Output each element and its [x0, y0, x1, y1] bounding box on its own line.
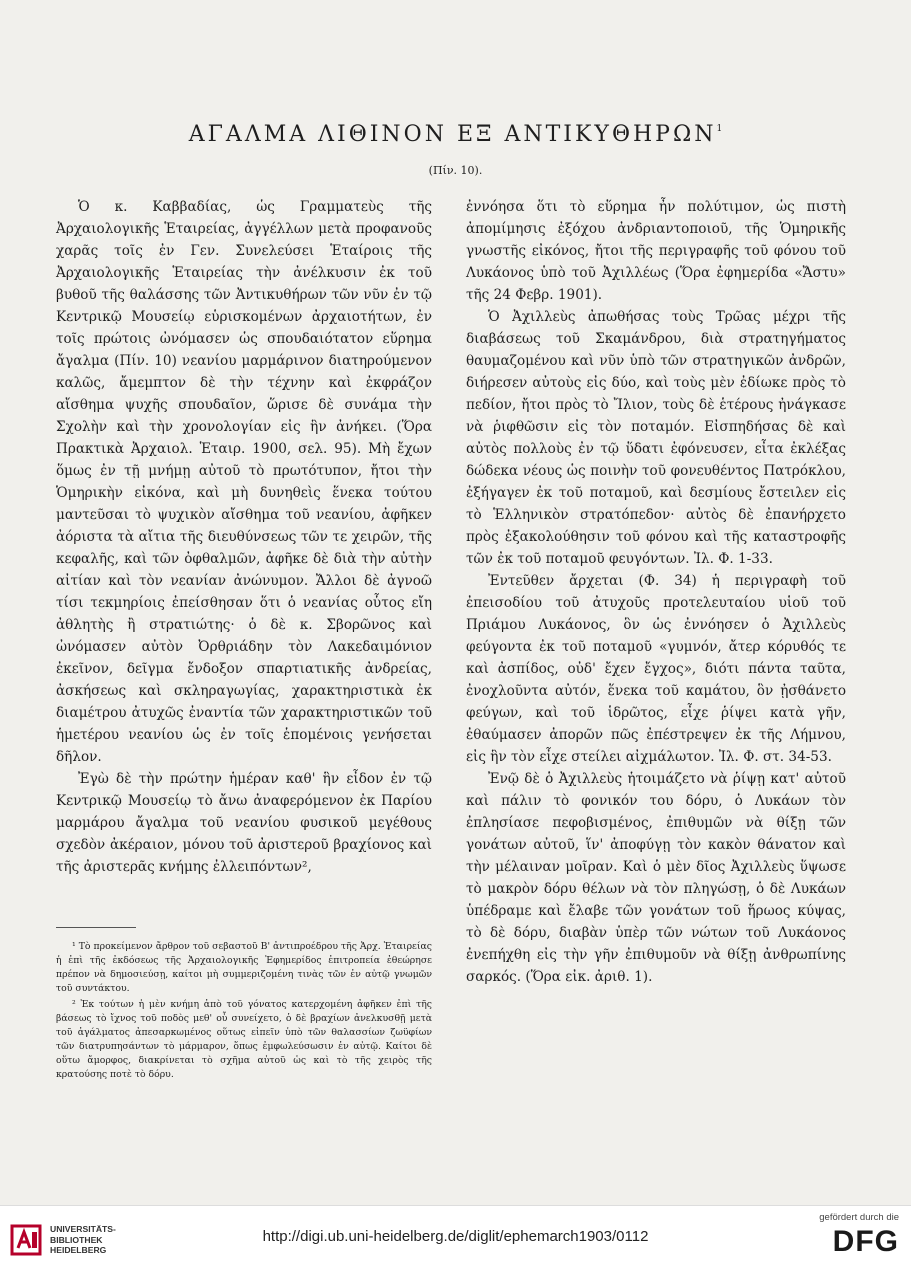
dfg-logo[interactable] [789, 1212, 899, 1268]
footnote-2: ² Ἐκ τούτων ἡ μὲν κνήμη ἀπὸ τοῦ γόνατος κατερχομένη ἀφῆκεν ἐπὶ τῆς βάσεως τὸ ἴχνος τοῦ ποδὸς μεθ' οὗ συνείχετο, ὁ δὲ βραχίων ἀνελκυσθῇ μετὰ τοῦ ἀγάλματος ἀπεσαρκωμένος οὕτως εἰπεῖν ὑπὸ τῶν θαλασσίων ζωϋφίων τῶν διατρυπησάντων τὸ μάρμαρον, ὅπως ἐμφωλεύσωσιν ἐν αὐτῷ. Καίτοι δὲ οὕτω ἄμορφος, διακρίνεται τὸ σχῆμα αὐτοῦ ὡς καὶ τὸ τῆς χειρὸς τῆς κρατούσης ποτὲ τὸ δόρυ. [56, 999, 432, 1080]
left-paragraph-2: Ἐγὼ δὲ τὴν πρώτην ἡμέραν καθ' ἣν εἶδον ἐν τῷ Κεντρικῷ Μουσείῳ τὸ ἄνω ἀναφερόμενον ἐκ Παρίου μαρμάρου ἄγαλμα τοῦ νεανίου φυσικοῦ μεγέθους σχεδὸν ἀκέραιον, μόνου τοῦ ἀριστεροῦ βραχίονος καὶ τῆς ἀριστερᾶς κνήμης ἐλλειπόντων², [56, 771, 432, 875]
viewer-footer [0, 1205, 911, 1272]
left-paragraph-1: Ὁ κ. Καββαδίας, ὡς Γραμματεὺς τῆς Ἀρχαιολογικῆς Ἑταιρείας, ἀγγέλλων μετὰ προφανοῦς χαρᾶς τοῖς ἐν Γεν. Συνελεύσει Ἑταίροις τῆς Ἀρχαιολογικῆς Ἑταιρείας τὴν ἀνέλκυσιν ἐκ τοῦ βυθοῦ τῆς θαλάσσης τῶν Ἀντικυθήρων τῶν νῦν ἐν τῷ Κεντρικῷ Μουσείῳ εὑρισκομένων ἀρχαιοτήτων, ἐν τοῖς πρώτοις ὠνόμασεν ὡς σπουδαιότατον εὕρημα ἄγαλμα (Πίν. 10) νεανίου μαρμάρινον διατηρούμενον καλῶς, ἄμεμπτον δὲ τὴν τέχνην καὶ ἐκφράζον αἴσθημα ψυχῆς σπουδαῖον, ὥρισε δὲ συνάμα τὴν Σχολὴν καὶ τὴν χρονολογίαν εἰς ἣν ἀνήκει. (Ὅρα Πρακτικὰ Ἀρχαιολ. Ἑταιρ. 1900, σελ. 95). Μὴ ἔχων ὅμως ἐν τῇ μνήμῃ αὐτοῦ τὸ πρωτότυπον, ἤτοι τὴν Ὁμηρικὴν εἰκόνα, καὶ μὴ δυνηθεὶς ἕνεκα τούτου μαντεῦσαι τὸ ψυχικὸν αἴσθημα τοῦ νεανίου, ἀφῆκεν ἀόριστα τὰ αἴτια τῆς διευθύνσεως τῶν τε χειρῶν, τῆς κεφαλῆς, καὶ τῶν ὀφθαλμῶν, ἀφῆκε δὲ διὰ τὴν αὐτὴν αἰτίαν καὶ τὸν νεανίαν ἀνώνυμον. Ἄλλοι δὲ ἀγνοῶ τίσι τεκμηρίοις ἐπείσθησαν ὅτι ὁ νεανίας οὗτος εἴη ἀθλητὴς ἢ στρατιώτης· ὁ δὲ κ. Σβορῶνος καὶ ὠνόμασεν αὐτὸν Ὀρθριάδην τὸν Λακεδαιμόνιον ἐκεῖνον, δεῖγμα ἔνδοξον σπαρτιατικῆς ἀνδρείας, ἀσκήσεως καὶ σκληραγωγίας, χαρακτηριστικὰ ἐκ διαμέτρου ἀτυχῶς ἐναντία τῶν χαρακτηριστικῶν τοῦ ἡμετέρου νεανίου ὡς ἐν τοῖς ἑπομένοις γενήσεται δῆλον. [56, 199, 432, 765]
left-column [56, 196, 432, 878]
title-text: ΑΓΑΛΜΑ ΛΙΘΙΝΟΝ ΕΞ ΑΝΤΙΚΥΘΗΡΩΝ [188, 122, 717, 147]
library-line-3: HEIDELBERG [50, 1245, 107, 1255]
footnote-rule [56, 927, 136, 928]
funder-name: DFG [832, 1225, 899, 1258]
library-line-2: BIBLIOTHEK [50, 1234, 103, 1245]
right-paragraph-4: Ἐνῷ δὲ ὁ Ἀχιλλεὺς ἡτοιμάζετο νὰ ῥίψῃ κατ' αὐτοῦ καὶ πάλιν τὸ φονικόν του δόρυ, ὁ Λυκάων τὸν ἐπλησίασε πεφοβισμένος, ἐπιθυμῶν νὰ θίξῃ τῶν γονάτων αὐτοῦ, ἵν' ἀποφύγῃ τὸν κακὸν θάνατον καὶ τὴν μέλαιναν μοῖραν. Καὶ ὁ μὲν δῖος Ἀχιλλεὺς ὕψωσε τὸ μακρὸν δόρυ θέλων νὰ τὸν πληγώσῃ, ὁ δὲ Λυκάων ὑπέδραμε καὶ ἔλαβε τῶν γονάτων τοῦ ἥρωος κύψας, τὸ δὲ δόρυ, διαβὰν ὑπὲρ τῶν νώτων τοῦ Λυκάονος ἐνεπήχθη εἰς τὴν γῆν ἐπιθυμοῦν νὰ θίξῃ ἀνθρωπίνης σαρκός. (Ὅρα εἰκ. ἀριθ. 1). [466, 771, 846, 985]
footnote-1: ¹ Τὸ προκείμενον ἄρθρον τοῦ σεβαστοῦ Β' ἀντιπροέδρου τῆς Ἀρχ. Ἑταιρείας ἡ ἐπὶ τῆς ἐκδόσεως τῆς Ἀρχαιολογικῆς Ἐφημερίδος ἐπιτροπεία ἐθεώρησε πρέπον νὰ δημοσιεύσῃ, καίτοι μὴ συμμεριζομένη τινὰς τῶν ἐν αὐτῷ γνωμῶν τοῦ συντάκτου. [56, 941, 432, 994]
permalink-url[interactable]: http://digi.ub.uni-heidelberg.de/diglit/ephemarch1903/0112 [262, 1228, 649, 1245]
right-column [466, 196, 846, 988]
right-paragraph-2: Ὁ Ἀχιλλεὺς ἀπωθήσας τοὺς Τρῶας μέχρι τῆς διαβάσεως τοῦ Σκαμάνδρου, διὰ στρατηγήματος θαυμαζομένου καὶ νῦν ὑπὸ τῶν στρατηγικῶν ἀνδρῶν, διήρεσεν αὐτοὺς εἰς δύο, καὶ τοὺς μὲν ἐδίωκε πρὸς τὸ πεδίον, ἤτοι πρὸς τὸ Ἴλιον, τοὺς δὲ ἑτέρους ἠνάγκασε νὰ ῥιφθῶσιν εἰς τὸν ποταμόν. Εἰσπηδήσας δὲ καὶ αὐτὸς πολλοὺς ἐν τῷ ὕδατι ἐφόνευσεν, εἶτα ἐκλέξας δώδεκα νέους ὡς ποινὴν τοῦ φονευθέντος Πατρόκλου, ἐξήγαγεν ἐκ τοῦ ποταμοῦ, καὶ δεσμίους ἔστειλεν εἰς τὸ Ἑλληνικὸν στρατόπεδον· αὐτὸς δὲ ἐπανήρχετο πρὸς ἐξακολούθησιν τοῦ φόνου καὶ τῆς καταστροφῆς τῶν ἐκ τοῦ ποταμοῦ φευγόντων. Ἰλ. Φ. 1-33. [466, 309, 846, 567]
right-paragraph-1: ἐννόησα ὅτι τὸ εὕρημα ἦν πολύτιμον, ὡς πιστὴ ἀπομίμησις ἐξόχου ἀνδριαντοποιοῦ, τῆς Ὁμηρικῆς γνωστῆς εἰκόνος, ἤτοι τῆς περιγραφῆς τοῦ φόνου τοῦ Λυκάονος ὑπὸ τοῦ Ἀχιλλέως (Ὅρα ἐφημερίδα «Ἄστυ» τῆς 24 Φεβρ. 1901). [466, 199, 846, 303]
footnotes [56, 940, 432, 1084]
funder-label: gefördert durch die [819, 1212, 899, 1223]
plate-reference: (Πίν. 10). [428, 164, 483, 177]
right-paragraph-3: Ἐντεῦθεν ἄρχεται (Φ. 34) ἡ περιγραφὴ τοῦ ἐπεισοδίου τοῦ ἀτυχοῦς προτελευταίου υἱοῦ τοῦ Πριάμου Λυκάονος, ὃν ὡς ἐννόησεν ὁ Ἀχιλλεὺς φεύγοντα ἐκ τοῦ ποταμοῦ «γυμνόν, ἄτερ κόρυθός τε καὶ ἀσπίδος, οὐδ' ἔχεν ἔγχος», διότι πάντα ταῦτα, ἐνοχλοῦντα αὐτόν, ἕνεκα τοῦ καμάτου, ὃν ᾐσθάνετο φεύγων, καὶ τοῦ ἱδρῶτος, εἶχε ῥίψει κατὰ γῆν, ἐθαύμασεν ἀπορῶν πῶς ἐπέστρεψεν ἐκ τῆς Λήμνου, εἰς ἣν τὸν εἶχε στείλει αἰχμάλωτον. Ἰλ. Φ. στ. 34-53. [466, 573, 846, 765]
article-title [0, 122, 911, 147]
library-line-1: UNIVERSITÄTS- [50, 1224, 116, 1234]
title-footnote-marker: 1 [716, 124, 723, 134]
